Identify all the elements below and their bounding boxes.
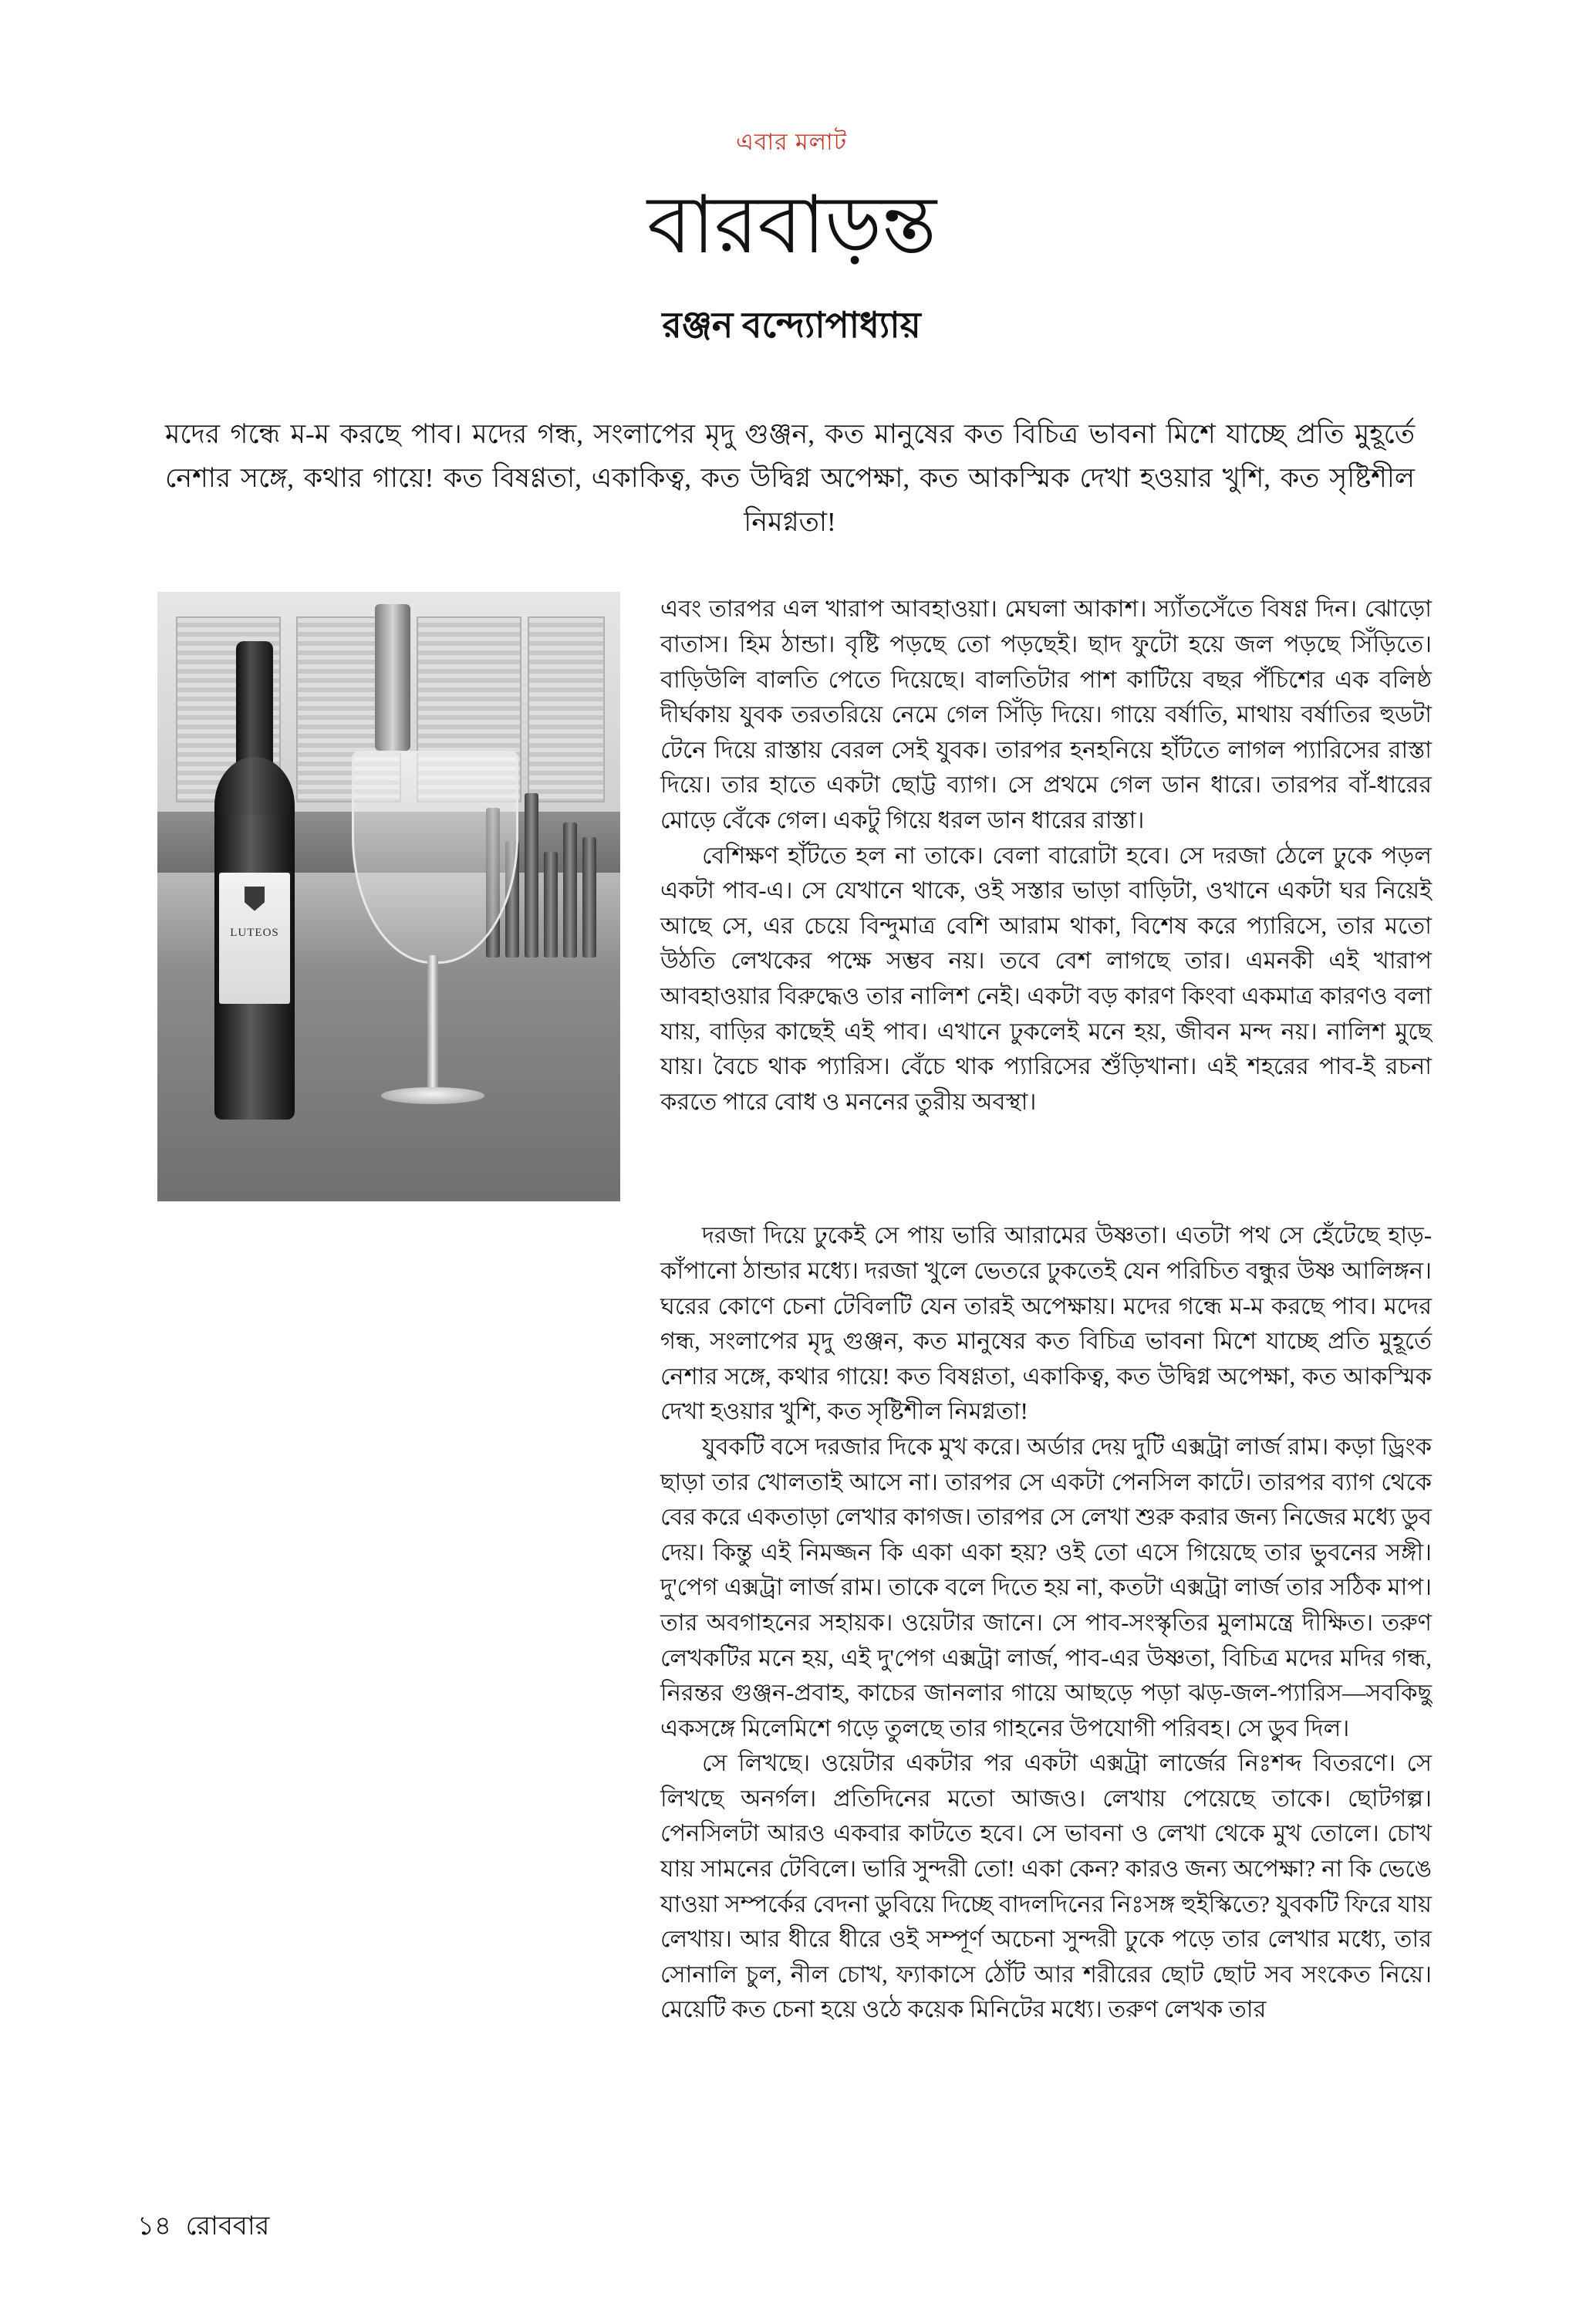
article-content [151, 123, 1432, 2207]
article-kicker: এবার মলাট [735, 130, 848, 155]
page-title: বারবাড়ন্ত [646, 181, 936, 270]
article-body [151, 592, 1432, 2058]
paragraph: সে লিখছে। ওয়েটার একটার পর একটা এক্সট্রা লার্জের নিঃশব্দ বিতরণে। সে লিখছে অনর্গল। প্রতিদিনের মতো আজও। লেখায় পেয়েছে তাকে। ছোটগল্প। পেনসিলটা আরও একবার কাটতে হবে। সে ভাবনা ও লেখা থেকে মুখ তোলে। চোখ যায় সামনের টেবিলে। ভারি সুন্দরী তো! একা কেন? কারও জন্য অপেক্ষা? না কি ভেঙে যাওয়া সম্পর্কের বেদনা ডুবিয়ে দিচ্ছে বাদলদিনের নিঃসঙ্গ হুইস্কিতে? যুবকটি ফিরে যায় লেখায়। আর ধীরে ধীরে ওই সম্পূর্ণ অচেনা সুন্দরী ঢুকে পড়ে তার লেখার মধ্যে, তার সোনালি চুল, নীল চোখ, ফ্যাকাসে ঠোঁট আর শরীরের ছোট ছোট সব সংকেত নিয়ে। মেয়েটি কত চেনা হয়ে ওঠে কয়েক মিনিটের মধ্যে। তরুণ লেখক তার [660, 1750, 1432, 2023]
bottle-crest-icon [245, 887, 265, 911]
paragraph: যুবকটি বসে দরজার দিকে মুখ করে। অর্ডার দেয় দুটি এক্সট্রা লার্জ রাম। কড়া ড্রিংক ছাড়া তার খোলতাই আসে না। তারপর সে একটা পেনসিল কাটে। তারপর ব্যাগ থেকে বের করে একতাড়া লেখার কাগজ। তারপর সে লেখা শুরু করার জন্য নিজের মধ্যে ডুব দেয়। কিন্তু এই নিমজ্জন কি একা একা হয়? ওই তো এসে গিয়েছে তার ভুবনের সঙ্গী। দু'পেগ এক্সট্রা লার্জ রাম। তাকে বলে দিতে হয় না, কতটা এক্সট্রা লার্জ তার সঠিক মাপ। তার অবগাহনের সহায়ক। ওয়েটার জানে। সে পাব-সংস্কৃতির মুলামন্ত্রে দীক্ষিত। তরুণ লেখকটির মনে হয়, এই দু'পেগ এক্সট্রা লার্জ, পাব-এর উষ্ণতা, বিচিত্র মদের মদির গন্ধ, নিরন্তর গুঞ্জন-প্রবাহ, কাচের জানলার গায়ে আছড়ে পড়া ঝড়-জল-প্যারিস—সবকিছু একসঙ্গে মিলেমিশে গড়ে তুলছে তার গাহনের উপযোগী পরিবহ। সে ডুব দিল। [660, 1433, 1432, 1741]
folio-page-number: ১৪ [137, 2212, 172, 2241]
glass-foot [381, 1087, 484, 1104]
page-folio [137, 2206, 269, 2250]
article-standfirst: মদের গন্ধে ম-ম করছে পাব। মদের গন্ধ, সংলাপের মৃদু গুঞ্জন, কত মানুষের কত বিচিত্র ভাবনা মিশে যাচ্ছে প্রতি মুহূর্তে নেশার সঙ্গে, কথার গায়ে! কত বিষণ্ণতা, একাকিত্ব, কত উদ্বিগ্ন অপেক্ষা, কত আকস্মিক দেখা হওয়ার খুশি, কত সৃষ্টিশীল নিমগ্নতা! [165, 419, 1415, 537]
folio-magazine-name: রোববার [185, 2212, 270, 2241]
paragraph: দরজা দিয়ে ঢুকেই সে পায় ভারি আরামের উষ্ণতা। এতটা পথ সে হেঁটেছে হাড়-কাঁপানো ঠান্ডার মধ্যে। দরজা খুলে ভেতরে ঢুকতেই যেন পরিচিত বন্ধুর উষ্ণ আলিঙ্গন। ঘরের কোণে চেনা টেবিলটি যেন তারই অপেক্ষায়। মদের গন্ধে ম-ম করছে পাব। মদের গন্ধ, সংলাপের মৃদু গুঞ্জন, কত মানুষের কত বিচিত্র ভাবনা মিশে যাচ্ছে প্রতি মুহূর্তে নেশার সঙ্গে, কথার গায়ে! কত বিষণ্ণতা, একাকিত্ব, কত উদ্বিগ্ন অপেক্ষা, কত আকস্মিক দেখা হওয়ার খুশি, কত সৃষ্টিশীল নিমগ্নতা! [660, 1222, 1432, 1425]
author-byline: রঞ্জন বন্দ্যোপাধ্যায় [662, 306, 921, 346]
glass-stem [427, 955, 438, 1094]
body-column-upper [660, 592, 1432, 1120]
bottle-label [219, 873, 290, 1004]
article-photo [157, 592, 620, 1201]
wine-glass [352, 751, 514, 1137]
bottle-label-text: LUTEOS [230, 926, 279, 939]
glass-bowl [352, 751, 518, 964]
photo-bar-tap [375, 604, 410, 751]
body-column-lower [660, 1218, 1432, 2028]
wine-bottle [208, 641, 301, 1120]
paragraph: বেশিক্ষণ হাঁটতে হল না তাকে। বেলা বারোটা হবে। সে দরজা ঠেলে ঢুকে পড়ল একটা পাব-এ। সে যেখানে থাকে, ওই সস্তার ভাড়া বাড়িটা, ওখানে একটা ঘর নিয়েই আছে সে, এর চেয়ে বিন্দুমাত্র বেশি আরাম থাকা, বিশেষ করে প্যারিসে, তার মতো উঠতি লেখকের পক্ষে সম্ভব নয়। তবে বেশ লাগছে তার। এমনকী এই খারাপ আবহাওয়ার বিরুদ্ধেও তার নালিশ নেই। একটা বড় কারণ কিংবা একমাত্র কারণও বলা যায়, বাড়ির কাছেই এই পাব। এখানে ঢুকলেই মনে হয়, জীবন মন্দ নয়। নালিশ মুছে যায়। বৈচে থাক প্যারিস। বেঁচে থাক প্যারিসের শুঁড়িখানা। এই শহরের পাব-ই রচনা করতে পারে বোধ ও মননের তুরীয় অবস্থা। [660, 842, 1432, 1115]
paragraph: এবং তারপর এল খারাপ আবহাওয়া। মেঘলা আকাশ। স্যাঁতসেঁতে বিষণ্ণ দিন। ঝোড়ো বাতাস। হিম ঠান্ডা। বৃষ্টি পড়ছে তো পড়ছেই। ছাদ ফুটো হয়ে জল পড়ছে সিঁড়িতে। বাড়িউলি বালতি পেতে দিয়েছে। বালতিটার পাশ কাটিয়ে বছর পঁচিশের এক বলিষ্ঠ দীর্ঘকায় যুবক তরতরিয়ে নেমে গেল সিঁড়ি দিয়ে। গায়ে বর্ষাতি, মাথায় বর্ষাতির হুডটা টেনে দিয়ে রাস্তায় বেরল সেই যুবক। তারপর হনহনিয়ে হাঁটতে লাগল প্যারিসের রাস্তা দিয়ে। তার হাতে একটা ছোট্ট ব্যাগ। সে প্রথমে গেল ডান ধারে। তারপর বাঁ-ধারের মোড়ে বেঁকে গেল। একটু গিয়ে ধরল ডান ধারের রাস্তা। [660, 596, 1432, 833]
